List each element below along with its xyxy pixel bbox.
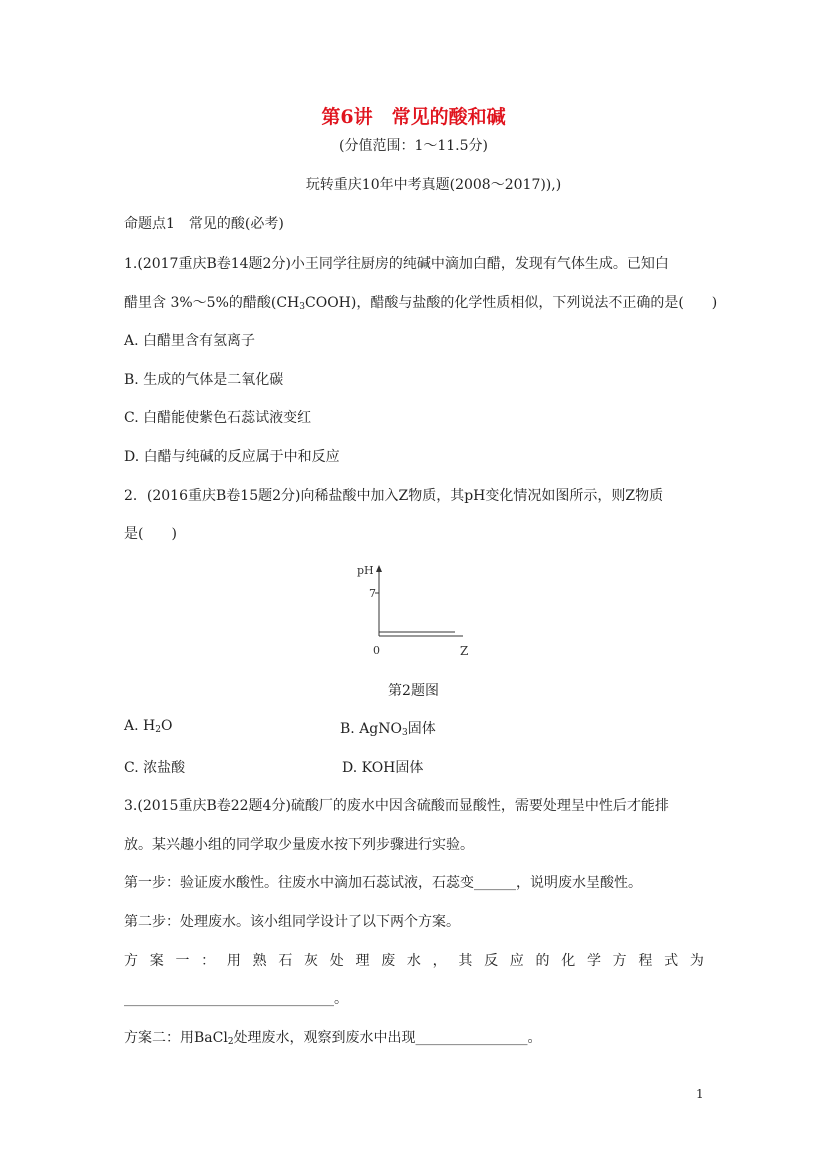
plan1-char: 学 bbox=[586, 953, 601, 969]
q1-option-b: B. 生成的气体是二氧化碳 bbox=[124, 372, 284, 388]
topic-heading: 命题点1 常见的酸(必考) bbox=[124, 216, 284, 232]
x-axis-label: Z bbox=[460, 644, 469, 658]
q1-stem-line2: 醋里含 3%～5%的醋酸$(CH_3COOH)$，醋酸与盐酸的化学性质相似，下列说法不正确的是( ) bbox=[124, 295, 718, 312]
score-range: (分值范围：1～11.5分) bbox=[338, 138, 488, 154]
ph-figure bbox=[355, 562, 475, 670]
plan1-char: 理 bbox=[355, 953, 370, 969]
figure-caption: 第2题图 bbox=[388, 683, 439, 699]
plan1-char: ： bbox=[201, 953, 216, 969]
q1-option-a: A. 白醋里含有氢离子 bbox=[124, 333, 256, 349]
y-axis-label: pH bbox=[357, 564, 374, 577]
q2-stem-line2: 是( ) bbox=[124, 526, 177, 542]
q2-option-b: B. AgNO$_3$固体 bbox=[340, 721, 436, 738]
plan1-char: ， bbox=[432, 953, 447, 969]
q2-option-a: A. $H_2O$ bbox=[124, 718, 173, 735]
q3-plan2: 方案二：用BaCl$_2$处理废水，观察到废水中出现________________。 bbox=[124, 1030, 542, 1047]
plan1-char: 的 bbox=[535, 953, 550, 969]
plan1-char: 水 bbox=[406, 953, 421, 969]
plan1-char: 方 bbox=[124, 953, 138, 969]
q2-option-c: C. 浓盐酸 bbox=[124, 760, 186, 776]
q1-option-d: D. 白醋与纯碱的反应属于中和反应 bbox=[124, 449, 340, 465]
plan1-char: 反 bbox=[484, 953, 499, 969]
plan1-char: 废 bbox=[381, 953, 396, 969]
plan1-char: 方 bbox=[612, 953, 627, 969]
plan1-char: 一 bbox=[175, 953, 190, 969]
q1-option-c: C. 白醋能使紫色石蕊试液变红 bbox=[124, 410, 312, 426]
ph-graph bbox=[355, 562, 475, 666]
q3-stem-line1: 3.(2015重庆B卷22题4分)硫酸厂的废水中因含硫酸而显酸性，需要处理呈中性后才能排 bbox=[124, 798, 669, 814]
plan1-char: 处 bbox=[329, 953, 344, 969]
y-axis-arrow bbox=[376, 565, 382, 572]
plan1-char: 其 bbox=[458, 953, 473, 969]
q3-step2: 第二步：处理废水。该小组同学设计了以下两个方案。 bbox=[124, 914, 460, 930]
plan1-char: 为 bbox=[689, 953, 704, 969]
q3-plan1-line1 bbox=[124, 950, 704, 970]
plan1-char: 应 bbox=[509, 953, 524, 969]
q2-stem-line1: 2．(2016重庆B卷15题2分)向稀盐酸中加入Z物质，其pH变化情况如图所示，则Z物质 bbox=[124, 488, 664, 504]
origin-label: 0 bbox=[373, 644, 380, 657]
q3-step1: 第一步：验证废水酸性。往废水中滴加石蕊试液，石蕊变______，说明废水呈酸性。 bbox=[124, 875, 642, 891]
y-tick-label: 7 bbox=[369, 587, 376, 600]
q1-stem-line1: 1.(2017重庆B卷14题2分)小王同学往厨房的纯碱中滴加白醋，发现有气体生成。已知白 bbox=[124, 256, 669, 272]
q3-stem-line2: 放。某兴趣小组的同学取少量废水按下列步骤进行实验。 bbox=[124, 837, 474, 853]
plan1-char: 案 bbox=[149, 953, 164, 969]
plan1-char: 化 bbox=[561, 953, 576, 969]
plan1-char: 石 bbox=[278, 953, 293, 969]
plan1-char: 用 bbox=[226, 953, 241, 969]
q3-plan1-line2: ______________________________。 bbox=[124, 991, 348, 1007]
page-number: 1 bbox=[696, 1087, 704, 1101]
plan1-char: 程 bbox=[638, 953, 653, 969]
plan1-char: 灰 bbox=[304, 953, 319, 969]
q2-option-d: D. KOH固体 bbox=[342, 760, 424, 776]
section-heading: 玩转重庆10年中考真题(2008～2017)),) bbox=[305, 177, 562, 193]
plan1-char: 式 bbox=[664, 953, 679, 969]
plan1-char: 熟 bbox=[252, 953, 267, 969]
page-title: 第6讲 常见的酸和碱 bbox=[321, 106, 506, 128]
